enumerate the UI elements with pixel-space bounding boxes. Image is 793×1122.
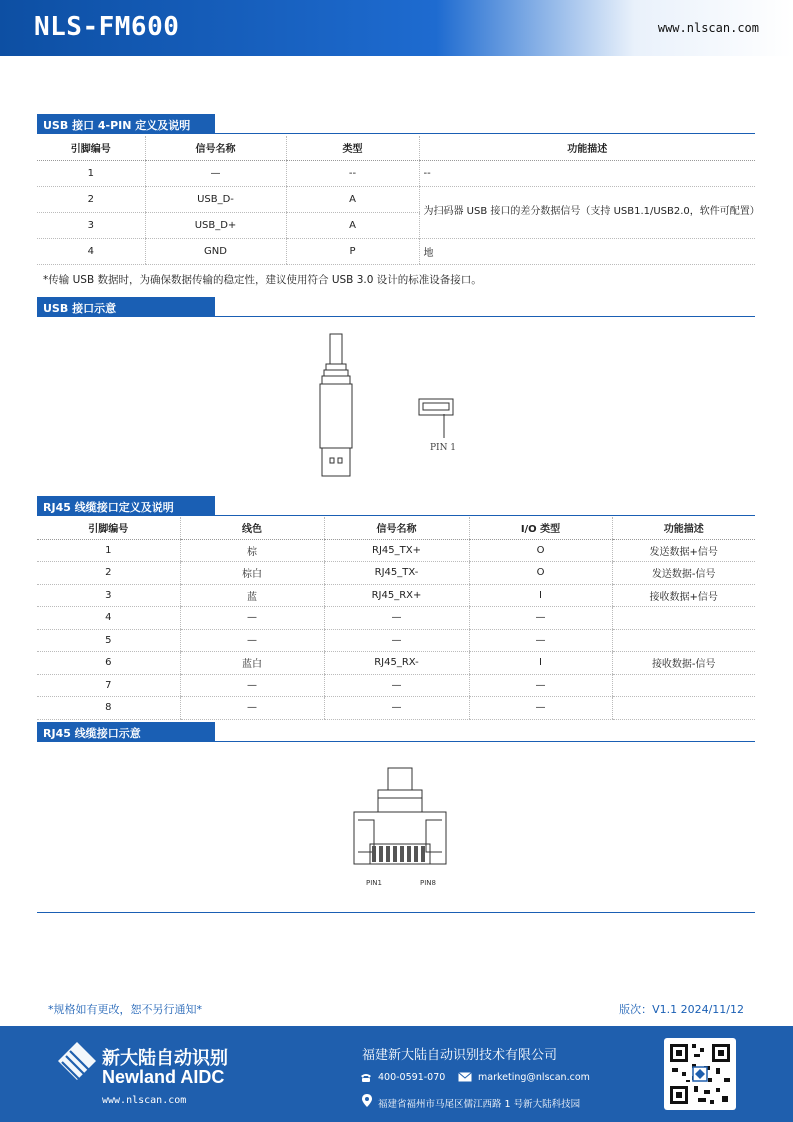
pin-cell: 5	[37, 629, 180, 652]
usb-diagram-section-title: USB 接口示意	[37, 297, 215, 317]
signal-cell: USB_D+	[145, 212, 286, 238]
io-cell: —	[469, 674, 612, 697]
location-pin-icon	[362, 1094, 372, 1107]
desc-cell	[612, 674, 755, 697]
signal-cell: RJ45_RX+	[324, 584, 469, 607]
desc-cell: 发送数据-信号	[612, 562, 755, 585]
email-address[interactable]: marketing@nlscan.com	[478, 1072, 590, 1083]
rj45-diagram-section-title: RJ45 线缆接口示意	[37, 722, 215, 742]
table-row	[37, 697, 755, 720]
rj45-pin-section-title: RJ45 线缆接口定义及说明	[37, 496, 215, 516]
col-header: 信号名称	[145, 136, 286, 160]
col-header: 类型	[286, 136, 419, 160]
footer-disclaimer: *规格如有更改，恕不另行通知*	[48, 1003, 202, 1016]
pin-cell: 4	[37, 238, 145, 264]
rj45-pin-section-bar	[37, 496, 755, 516]
table-row	[37, 562, 755, 585]
signal-cell: —	[324, 697, 469, 720]
pin-cell: 2	[37, 186, 145, 212]
email-icon	[458, 1072, 472, 1082]
col-header: 功能描述	[612, 517, 755, 539]
io-cell: I	[469, 584, 612, 607]
desc-cell: 发送数据+信号	[612, 539, 755, 562]
io-cell: O	[469, 562, 612, 585]
table-header-row	[37, 136, 755, 160]
rj45-pin8-label: PIN8	[420, 879, 436, 887]
table-row	[37, 629, 755, 652]
pin-cell: 1	[37, 160, 145, 186]
desc-cell: 接收数据-信号	[612, 652, 755, 675]
desc-cell	[612, 607, 755, 630]
usb-diagram-section-bar	[37, 297, 755, 317]
signal-cell: RJ45_TX-	[324, 562, 469, 585]
pin-cell: 3	[37, 212, 145, 238]
desc-cell	[612, 629, 755, 652]
usb-note: *传输 USB 数据时，为确保数据传输的稳定性，建议使用符合 USB 3.0 设计的标准设备接口。	[43, 274, 482, 286]
brand-cn: 新大陆自动识别	[102, 1048, 228, 1069]
type-cell: --	[286, 160, 419, 186]
io-cell: —	[469, 697, 612, 720]
usb-pin-table	[37, 136, 760, 265]
desc-cell	[612, 697, 755, 720]
signal-cell: —	[145, 160, 286, 186]
table-row	[37, 584, 755, 607]
bottom-divider	[37, 912, 755, 913]
color-cell: —	[180, 697, 324, 720]
brand-en: Newland AIDC	[102, 1067, 225, 1087]
signal-cell: USB_D-	[145, 186, 286, 212]
rj45-pin1-label: PIN1	[366, 879, 382, 887]
color-cell: —	[180, 629, 324, 652]
rj45-pin-table	[37, 517, 755, 720]
page-footer	[0, 1026, 793, 1122]
table-header-row	[37, 517, 755, 539]
page-header	[0, 0, 793, 56]
phone-icon	[360, 1072, 372, 1083]
rj45-diagram-section-bar	[37, 722, 755, 742]
merged-desc-cell: 为扫码器 USB 接口的差分数据信号（支持 USB1.1/USB2.0，软件可配置）	[419, 186, 755, 238]
type-cell: A	[286, 212, 419, 238]
qr-code[interactable]	[664, 1038, 736, 1110]
color-cell: 蓝	[180, 584, 324, 607]
type-cell: P	[286, 238, 419, 264]
rj45-connector-diagram	[350, 764, 450, 890]
col-header: 功能描述	[419, 136, 755, 160]
signal-cell: RJ45_RX-	[324, 652, 469, 675]
desc-cell: --	[419, 160, 755, 186]
product-title: NLS-FM600	[34, 12, 180, 42]
footer-website: www.nlscan.com	[102, 1095, 187, 1106]
table-row	[37, 674, 755, 697]
io-cell: —	[469, 629, 612, 652]
io-cell: —	[469, 607, 612, 630]
newland-logo-icon	[56, 1040, 98, 1084]
col-header: 线色	[180, 517, 324, 539]
col-header: 信号名称	[324, 517, 469, 539]
pin-cell: 4	[37, 607, 180, 630]
usb-pin1-label: PIN 1	[429, 443, 457, 453]
pin-cell: 2	[37, 562, 180, 585]
table-row	[37, 652, 755, 675]
signal-cell: —	[324, 674, 469, 697]
pin-cell: 6	[37, 652, 180, 675]
desc-cell: 地	[419, 238, 755, 264]
col-header: I/O 类型	[469, 517, 612, 539]
pin-cell: 3	[37, 584, 180, 607]
table-row	[37, 238, 755, 264]
signal-cell: GND	[145, 238, 286, 264]
company-address: 福建省福州市马尾区儒江西路 1 号新大陆科技园	[378, 1099, 581, 1110]
signal-cell: —	[324, 607, 469, 630]
io-cell: O	[469, 539, 612, 562]
header-website: www.nlscan.com	[657, 21, 759, 35]
phone-number: 400-0591-070	[378, 1072, 446, 1083]
io-cell: I	[469, 652, 612, 675]
table-row	[37, 186, 755, 212]
pin-cell: 1	[37, 539, 180, 562]
qr-code-icon	[664, 1038, 736, 1110]
col-header: 引脚编号	[37, 517, 180, 539]
company-name: 福建新大陆自动识别技术有限公司	[362, 1048, 558, 1063]
color-cell: —	[180, 674, 324, 697]
type-cell: A	[286, 186, 419, 212]
color-cell: —	[180, 607, 324, 630]
signal-cell: RJ45_TX+	[324, 539, 469, 562]
signal-cell: —	[324, 629, 469, 652]
table-row	[37, 539, 755, 562]
pin-cell: 7	[37, 674, 180, 697]
footer-version: 版次：V1.1 2024/11/12	[619, 1003, 744, 1016]
col-header: 引脚编号	[37, 136, 145, 160]
usb-pin-section-bar	[37, 114, 755, 134]
color-cell: 棕白	[180, 562, 324, 585]
table-row	[37, 607, 755, 630]
usb-connector-diagram	[300, 330, 500, 480]
usb-pin-section-title: USB 接口 4-PIN 定义及说明	[37, 114, 215, 134]
color-cell: 棕	[180, 539, 324, 562]
pin-cell: 8	[37, 697, 180, 720]
color-cell: 蓝白	[180, 652, 324, 675]
table-row	[37, 160, 755, 186]
desc-cell: 接收数据+信号	[612, 584, 755, 607]
